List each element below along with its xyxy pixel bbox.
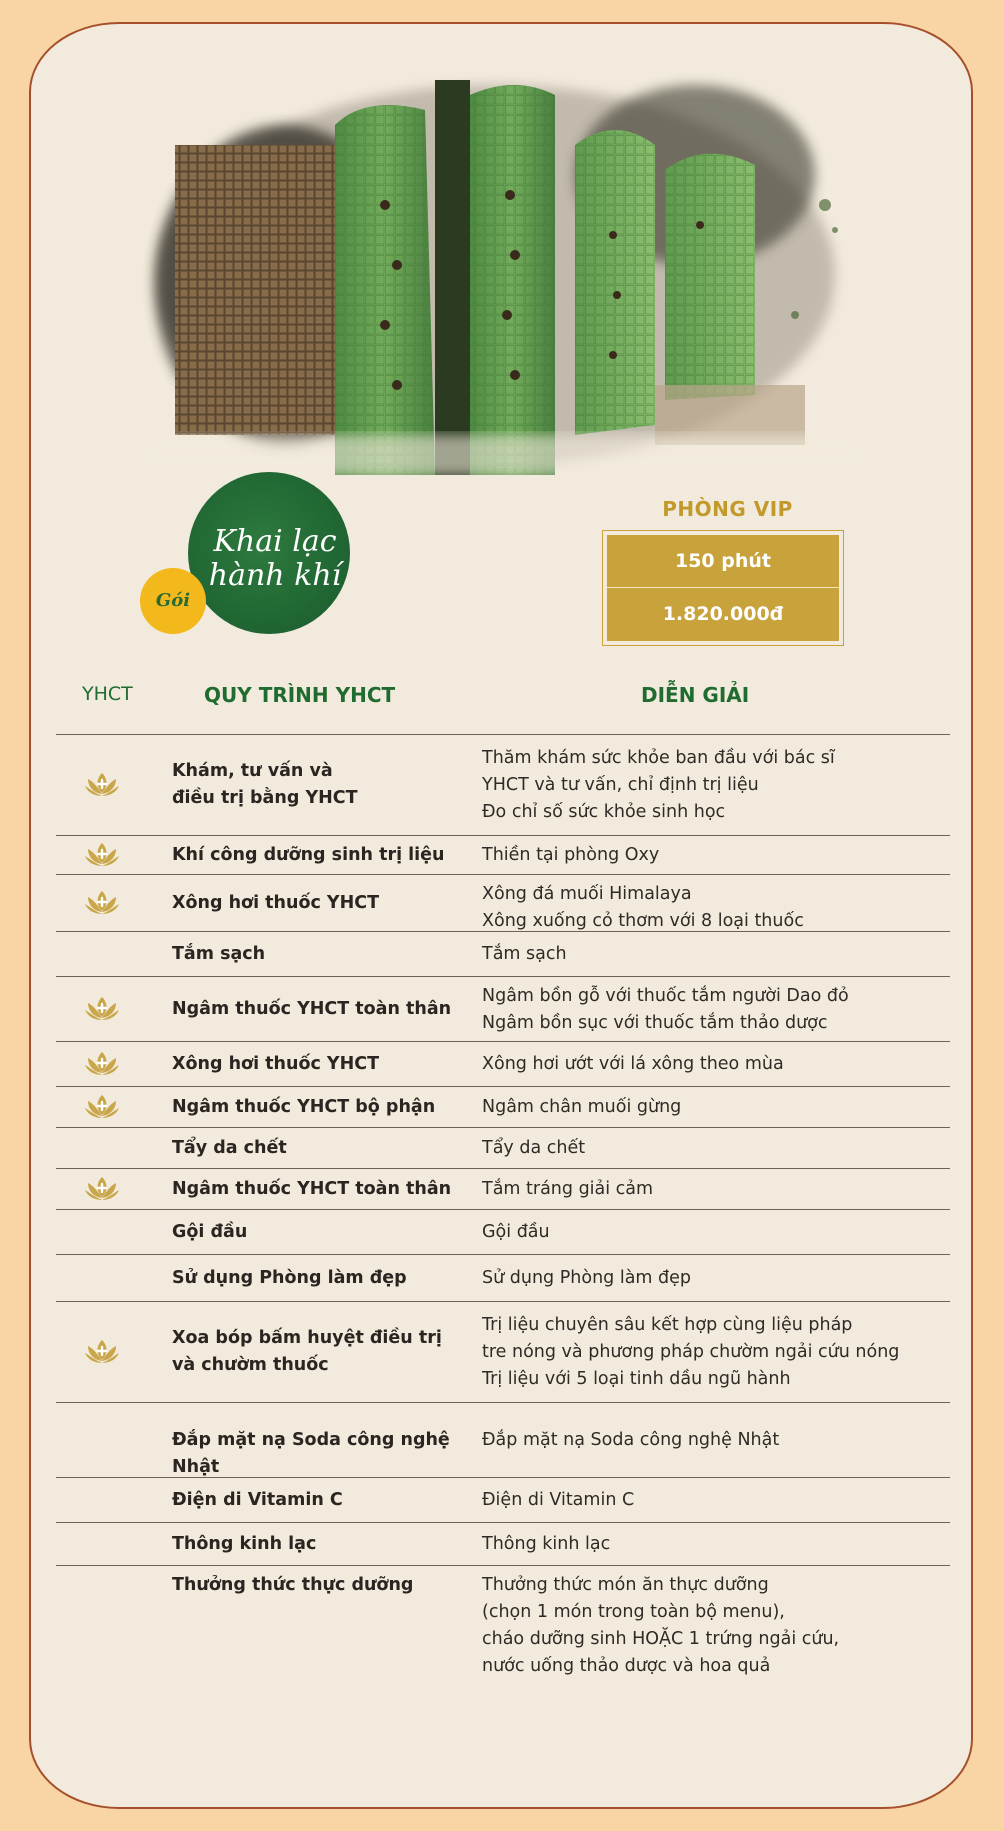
- table-row: [56, 735, 950, 836]
- table-row: [56, 1169, 950, 1210]
- lotus-cross-icon: [84, 995, 120, 1023]
- duration-label: 150 phút: [674, 550, 771, 572]
- procedure-line: Thưởng thức thực dưỡng: [172, 1575, 414, 1595]
- package-prefix-badge: Gói: [140, 568, 206, 634]
- procedure-cell: [172, 1176, 472, 1203]
- procedure-line: điều trị bằng YHCT: [172, 788, 358, 808]
- description-line: YHCT và tư vấn, chỉ định trị liệu: [482, 774, 759, 795]
- table-row: [56, 1042, 950, 1087]
- procedure-line: Nhật: [172, 1456, 220, 1477]
- lotus-cross-icon: [84, 771, 120, 799]
- description-cell: [482, 1312, 952, 1393]
- description-line: Điện di Vitamin C: [482, 1489, 635, 1510]
- table-row: [56, 1523, 950, 1566]
- description-line: Ngâm bồn gỗ với thuốc tắm người Dao đỏ: [482, 986, 849, 1006]
- description-line: nước uống thảo dược và hoa quả: [482, 1656, 771, 1676]
- description-cell: [482, 1427, 952, 1454]
- table-row: [56, 1210, 950, 1255]
- table-row: [56, 977, 950, 1042]
- lotus-cross-icon: [84, 1175, 120, 1203]
- description-line: Đo chỉ số sức khỏe sinh học: [482, 801, 726, 822]
- price-label: 1.820.000đ: [607, 587, 839, 640]
- procedure-line: Ngâm thuốc YHCT toàn thân: [172, 1178, 452, 1199]
- package-title-line2: hành khí: [208, 558, 342, 593]
- description-line: Đắp mặt nạ Soda công nghệ Nhật: [482, 1429, 780, 1450]
- description-cell: [482, 983, 952, 1037]
- procedure-line: Xoa bóp bấm huyệt điều trị: [172, 1328, 442, 1348]
- description-line: Gội đầu: [482, 1221, 550, 1242]
- header-description: DIỄN GIẢI: [641, 683, 750, 707]
- procedure-line: Đắp mặt nạ Soda công nghệ: [172, 1429, 450, 1450]
- description-cell: [482, 1531, 952, 1558]
- description-line: Sử dụng Phòng làm đẹp: [482, 1267, 692, 1288]
- description-line: Thông kinh lạc: [482, 1533, 611, 1554]
- table-row: [56, 1478, 950, 1523]
- procedure-line: Gội đầu: [172, 1221, 248, 1242]
- header-yhct: YHCT: [82, 683, 133, 705]
- table-row: [56, 836, 950, 875]
- procedure-line: Xông hơi thuốc YHCT: [172, 892, 380, 913]
- procedure-cell: [172, 996, 472, 1023]
- description-cell: [482, 1219, 952, 1246]
- description-line: Trị liệu chuyên sâu kết hợp cùng liệu pháp: [482, 1314, 853, 1335]
- lotus-cross-icon: [84, 841, 120, 869]
- price-box: [607, 535, 839, 641]
- description-cell: [482, 941, 952, 968]
- procedure-cell: [172, 1531, 472, 1558]
- description-line: Trị liệu với 5 loại tinh dầu ngũ hành: [482, 1368, 791, 1389]
- description-line: (chọn 1 món trong toàn bộ menu),: [482, 1602, 785, 1622]
- table-row: [56, 932, 950, 977]
- procedure-cell: [172, 1265, 472, 1292]
- procedure-line: Thông kinh lạc: [172, 1533, 317, 1554]
- table-row: [56, 1566, 950, 1684]
- description-line: Tẩy da chết: [482, 1137, 586, 1158]
- procedure-line: và chườm thuốc: [172, 1355, 329, 1375]
- lotus-cross-icon: [84, 889, 120, 917]
- procedure-line: Khám, tư vấn và: [172, 761, 333, 781]
- description-cell: [482, 1572, 952, 1680]
- procedure-cell: [172, 1094, 472, 1121]
- description-line: Tắm tráng giải cảm: [482, 1178, 654, 1199]
- procedure-cell: [172, 758, 472, 812]
- procedure-cell: [172, 890, 472, 917]
- table-row: [56, 1403, 950, 1478]
- description-cell: [482, 1176, 952, 1203]
- description-line: tre nóng và phương pháp chườm ngải cứu nóng: [482, 1341, 900, 1362]
- package-title: [200, 525, 350, 593]
- description-cell: [482, 1135, 952, 1162]
- procedure-cell: [172, 1572, 472, 1599]
- procedure-cell: [172, 842, 472, 869]
- description-cell: [482, 1094, 952, 1121]
- description-line: Thăm khám sức khỏe ban đầu với bác sĩ: [482, 747, 835, 768]
- header-procedure: QUY TRÌNH YHCT: [204, 683, 396, 707]
- room-title: PHÒNG VIP: [662, 497, 793, 521]
- lotus-cross-icon: [84, 1338, 120, 1366]
- procedure-cell: [172, 1051, 472, 1078]
- procedure-line: Tẩy da chết: [172, 1137, 287, 1158]
- package-title-line1: Khai lạc: [213, 524, 337, 559]
- description-line: Thưởng thức món ăn thực dưỡng: [482, 1575, 769, 1595]
- description-line: Xông đá muối Himalaya: [482, 884, 692, 904]
- description-line: Ngâm bồn sục với thuốc tắm thảo dược: [482, 1013, 828, 1033]
- description-line: Xông hơi ướt với lá xông theo mùa: [482, 1053, 784, 1074]
- lotus-cross-icon: [84, 1050, 120, 1078]
- procedure-cell: [172, 1219, 472, 1246]
- description-line: Tắm sạch: [482, 943, 567, 964]
- table-row: [56, 1255, 950, 1302]
- procedure-cell: [172, 941, 472, 968]
- procedure-line: Ngâm thuốc YHCT toàn thân: [172, 998, 452, 1019]
- lotus-cross-icon: [84, 1093, 120, 1121]
- procedure-line: Tắm sạch: [172, 943, 266, 964]
- procedure-table: [56, 734, 950, 1684]
- description-line: cháo dưỡng sinh HOẶC 1 trứng ngải cứu,: [482, 1629, 840, 1649]
- steam-room-illustration: [135, 55, 865, 475]
- description-cell: [482, 1051, 952, 1078]
- description-cell: [482, 842, 952, 869]
- description-cell: [482, 881, 952, 935]
- procedure-cell: [172, 1487, 472, 1514]
- description-cell: [482, 1265, 952, 1292]
- procedure-line: Điện di Vitamin C: [172, 1489, 343, 1510]
- procedure-line: Khí công dưỡng sinh trị liệu: [172, 845, 445, 865]
- procedure-cell: [172, 1427, 472, 1481]
- description-line: Thiền tại phòng Oxy: [482, 845, 660, 865]
- procedure-line: Sử dụng Phòng làm đẹp: [172, 1267, 407, 1288]
- table-row: [56, 1128, 950, 1169]
- procedure-cell: [172, 1325, 472, 1379]
- table-row: [56, 1087, 950, 1128]
- description-line: Ngâm chân muối gừng: [482, 1096, 682, 1117]
- table-row: [56, 875, 950, 932]
- description-cell: [482, 1487, 952, 1514]
- procedure-line: Ngâm thuốc YHCT bộ phận: [172, 1096, 436, 1117]
- table-row: [56, 1302, 950, 1403]
- procedure-cell: [172, 1135, 472, 1162]
- procedure-line: Xông hơi thuốc YHCT: [172, 1053, 380, 1074]
- description-line: Xông xuống cỏ thơm với 8 loại thuốc: [482, 911, 804, 931]
- description-cell: [482, 745, 952, 826]
